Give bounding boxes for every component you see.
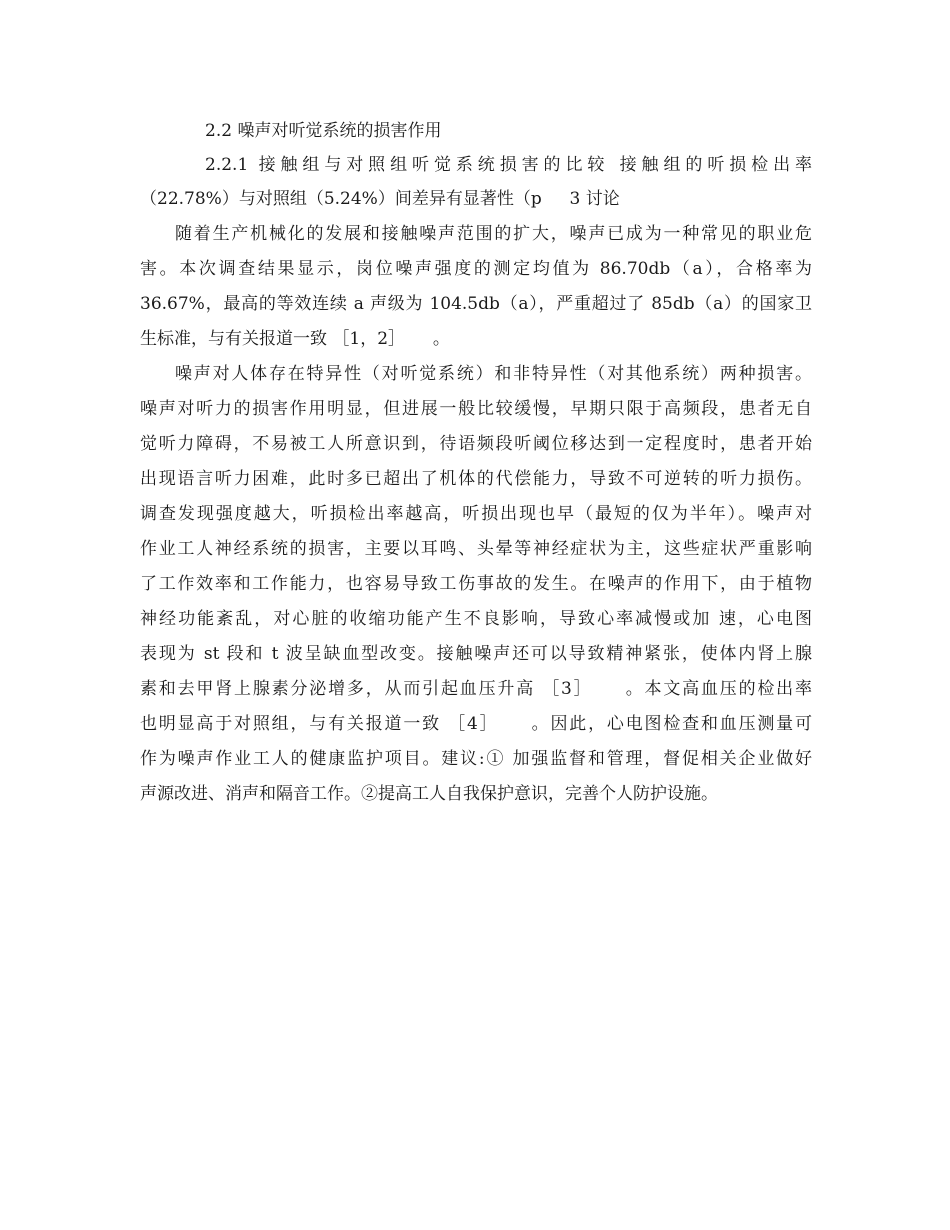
text-line: 表现为 st 段和 t 波呈缺血型改变。接触噪声还可以导致精神紧张，使体内肾上腺 <box>140 644 812 664</box>
text-line: 神经功能紊乱，对心脏的收缩功能产生不良影响，导致心率减慢或加 速，心电图 <box>140 609 812 629</box>
section-heading: 2.2 噪声对听觉系统的损害作用 <box>205 121 442 141</box>
text-line: 出现语言听力困难，此时多已超出了机体的代偿能力，导致不可逆转的听力损伤。 <box>140 469 812 489</box>
text-line: 声源改进、消声和隔音工作。②提高工人自我保护意识，完善个人防护设施。 <box>140 784 718 804</box>
text-line: 害。本次调查结果显示，岗位噪声强度的测定均值为 86.70db（a），合格率为 <box>140 259 812 279</box>
text-line: 觉听力障碍，不易被工人所意识到，待语频段听阈位移达到一定程度时，患者开始 <box>140 434 812 454</box>
text-line: 随着生产机械化的发展和接触噪声范围的扩大，噪声已成为一种常见的职业危 <box>175 224 812 244</box>
text-line: 2.2.1 接触组与对照组听觉系统损害的比较 接触组的听损检出率 <box>205 155 812 175</box>
text-line: （22.78%）与对照组（5.24%）间差异有显著性（p 3 讨论 <box>140 189 620 209</box>
text-line: 也明显高于对照组，与有关报道一致 ［4］ 。因此，心电图检查和血压测量可 <box>140 714 812 734</box>
text-line: 素和去甲肾上腺素分泌增多，从而引起血压升高 ［3］ 。本文高血压的检出率 <box>140 679 812 699</box>
text-line: 噪声对听力的损害作用明显，但进展一般比较缓慢，早期只限于高频段，患者无自 <box>140 399 812 419</box>
text-line: 调查发现强度越大，听损检出率越高，听损出现也早（最短的仅为半年）。噪声对 <box>140 504 812 524</box>
text-line: 作业工人神经系统的损害，主要以耳鸣、头晕等神经症状为主，这些症状严重影响 <box>140 539 812 559</box>
text-line: 了工作效率和工作能力，也容易导致工伤事故的发生。在噪声的作用下，由于植物 <box>140 574 812 594</box>
text-line: 36.67%，最高的等效连续 a 声级为 104.5db（a），严重超过了 85db（a）的国家卫 <box>140 294 812 314</box>
text-line: 作为噪声作业工人的健康监护项目。建议:① 加强监督和管理，督促相关企业做好 <box>140 749 812 769</box>
text-line: 噪声对人体存在特异性（对听觉系统）和非特异性（对其他系统）两种损害。 <box>175 364 812 384</box>
text-line: 生标准，与有关报道一致 ［1，2］ 。 <box>140 329 450 349</box>
